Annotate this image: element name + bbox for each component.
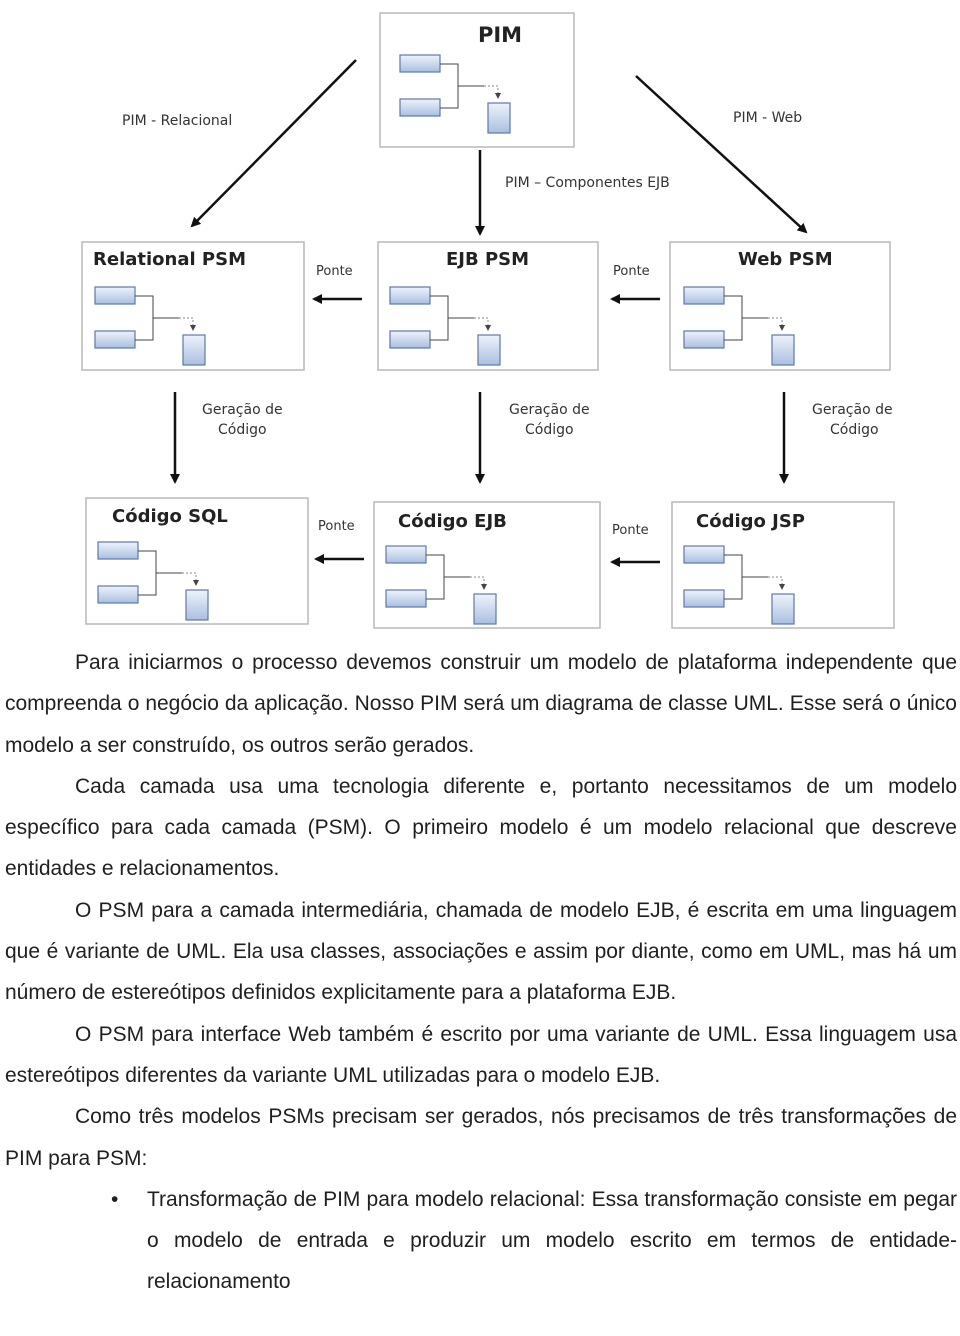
- bridge-label: Ponte: [613, 264, 650, 279]
- label-pim-web: PIM - Web: [733, 110, 803, 126]
- generation-label: Geração de Código: [812, 402, 893, 438]
- arrow-pim-relational: [192, 60, 356, 226]
- codigo-jsp-box: [672, 502, 894, 628]
- paragraph: Cada camada usa uma tecnologia diferente e, portanto necessitamos de um modelo específico para cada camada (PSM). O primeiro modelo é um modelo relacional que descreve entidades e relacionamentos.: [5, 774, 957, 881]
- pim-title: PIM: [477, 23, 523, 47]
- web-psm-box: [670, 242, 890, 370]
- codigo-ejb-box: [374, 502, 600, 628]
- bridge-label: Ponte: [612, 523, 649, 538]
- bullet-marker: •: [111, 1187, 119, 1211]
- arrow-pim-web: [636, 76, 806, 232]
- relational-psm-box: [82, 242, 304, 370]
- paragraph: Para iniciarmos o processo devemos construir um modelo de plataforma independente que compreenda o negócio da aplicação. Nosso PIM será um diagrama de classe UML. Esse será o único modelo a ser construído, os outros serão gerados.: [5, 651, 957, 757]
- generation-label: Geração de Código: [202, 402, 283, 438]
- codigo-ejb-title: Código EJB: [398, 511, 507, 532]
- pim-box: [380, 13, 574, 147]
- codigo-jsp-title: Código JSP: [696, 511, 806, 532]
- label-pim-ejb: PIM – Componentes EJB: [505, 175, 670, 191]
- label-pim-relacional: PIM - Relacional: [122, 113, 233, 129]
- codigo-sql-box: [86, 498, 308, 624]
- bullet-list: [5, 1179, 957, 1303]
- mda-diagram: [0, 0, 960, 640]
- list-item-text: Transformação de PIM para modelo relacional: Essa transformação consiste em pegar o modelo de entrada e produzir um modelo escrito em termos de entidade-relacionamento: [147, 1187, 957, 1294]
- body-text: [5, 642, 957, 1303]
- paragraph: O PSM para interface Web também é escrito por uma variante de UML. Essa linguagem usa estereótipos diferentes da variante UML utilizadas para o modelo EJB.: [5, 1022, 957, 1087]
- paragraph: O PSM para a camada intermediária, chamada de modelo EJB, é escrita em uma linguagem que é variante de UML. Ela usa classes, associações e assim por diante, como em UML, mas há um número de estereótipos definidos explicitamente para a plataforma EJB.: [5, 898, 957, 1005]
- web-psm-title: Web PSM: [738, 249, 833, 270]
- ejb-psm-title: EJB PSM: [446, 249, 530, 270]
- relational-psm-title: Relational PSM: [93, 249, 246, 270]
- list-item: [5, 1179, 957, 1303]
- generation-label: Geração de Código: [509, 402, 590, 438]
- ejb-psm-box: [378, 242, 598, 370]
- paragraph: Como três modelos PSMs precisam ser gerados, nós precisamos de três transformações de PIM para PSM:: [5, 1105, 957, 1170]
- bridge-label: Ponte: [316, 264, 353, 279]
- bridge-label: Ponte: [318, 519, 355, 534]
- codigo-sql-title: Código SQL: [112, 506, 228, 527]
